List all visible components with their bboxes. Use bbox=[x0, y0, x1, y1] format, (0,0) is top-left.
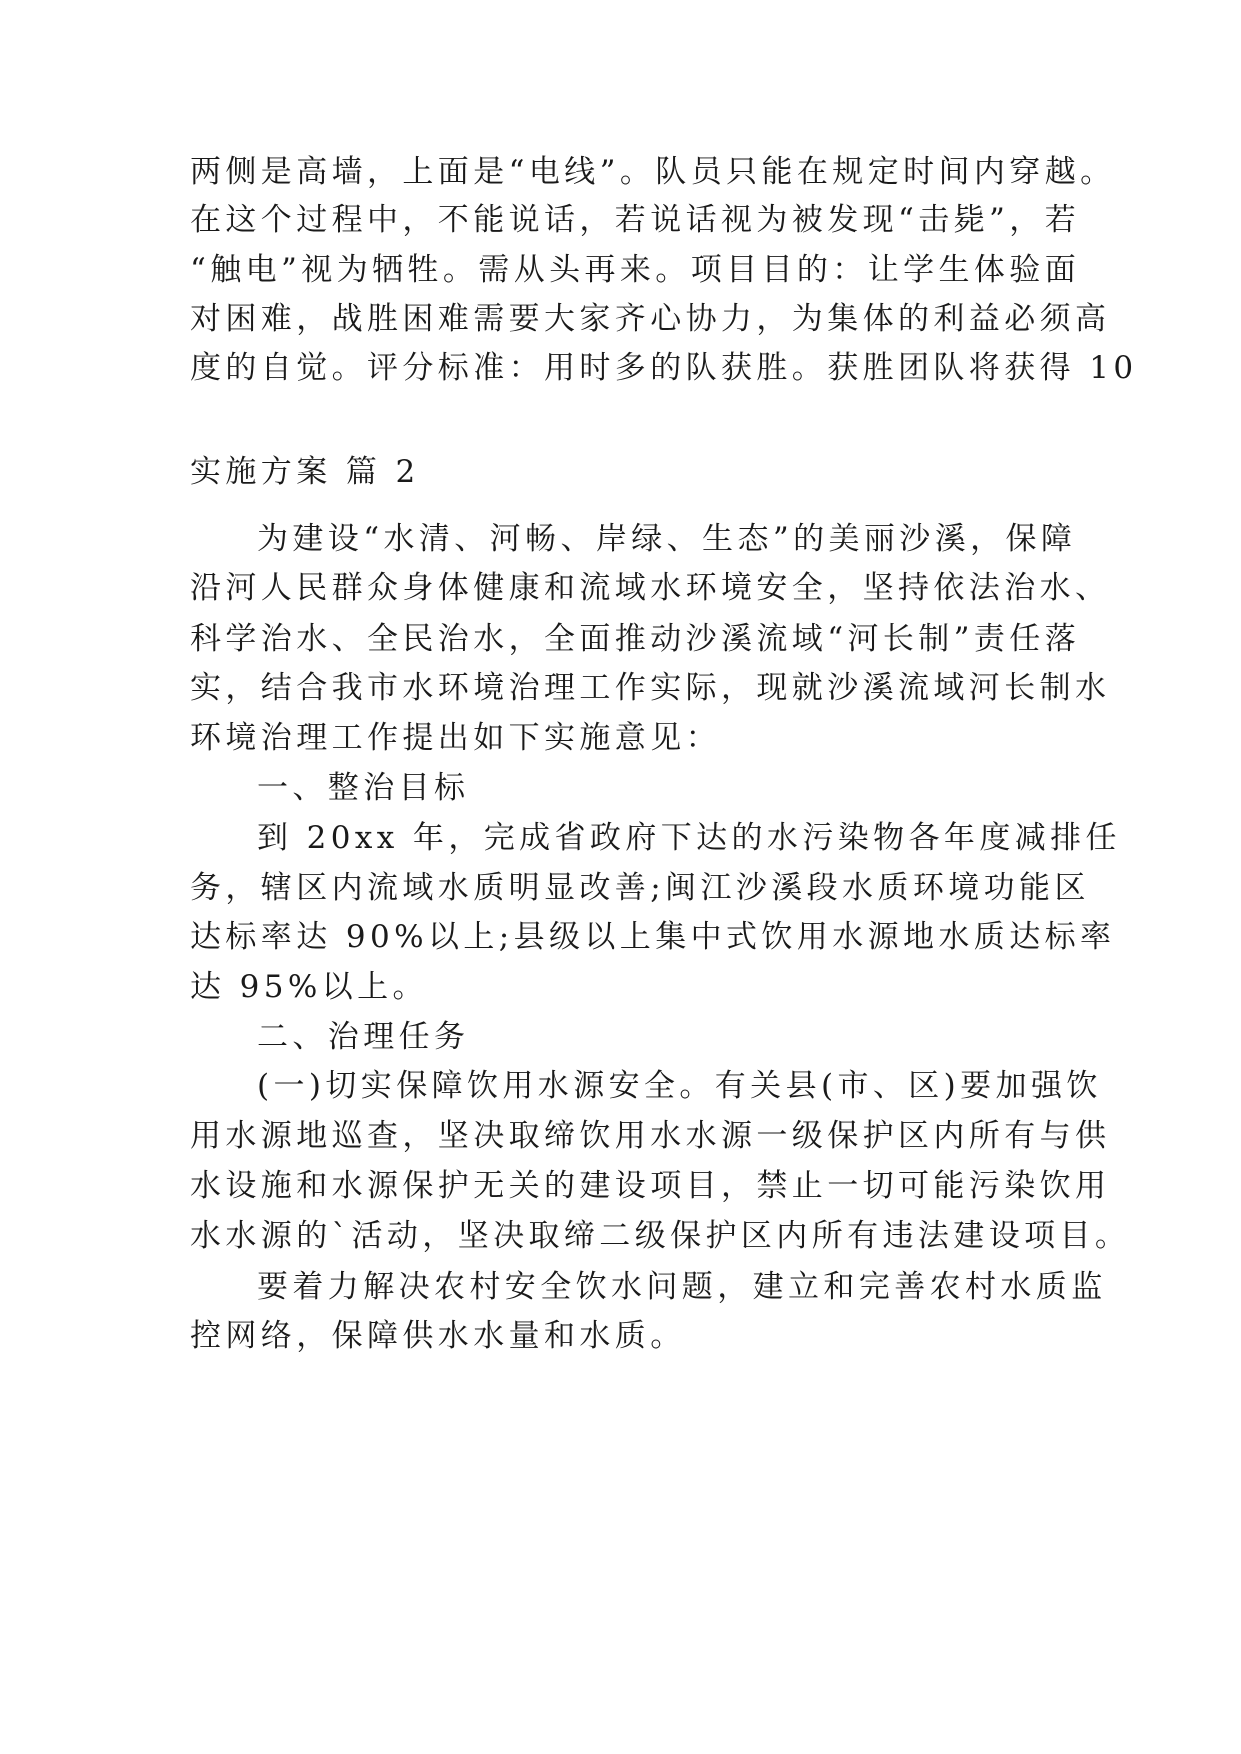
paragraph-line: 为建设“水清、河畅、岸绿、生态”的美丽沙溪，保障 bbox=[257, 521, 1077, 557]
paragraph-line: 达标率达 90%以上;县级以上集中式饮用水源地水质达标率 bbox=[190, 919, 1116, 955]
paragraph-line: 两侧是高墙，上面是“电线”。队员只能在规定时间内穿越。 bbox=[190, 154, 1116, 190]
paragraph-line: 实，结合我市水环境治理工作实际，现就沙溪流域河长制水 bbox=[190, 670, 1111, 706]
paragraph-line: 科学治水、全民治水，全面推动沙溪流域“河长制”责任落 bbox=[190, 621, 1081, 657]
paragraph-line: 用水源地巡查，坚决取缔饮用水水源一级保护区内所有与供 bbox=[190, 1118, 1111, 1154]
paragraph-line: 环境治理工作提出如下实施意见： bbox=[190, 720, 721, 756]
paragraph-line: 水设施和水源保护无关的建设项目，禁止一切可能污染饮用 bbox=[190, 1168, 1111, 1204]
section-title: 实施方案 篇 2 bbox=[190, 454, 420, 490]
paragraph-line: 对困难，战胜困难需要大家齐心协力，为集体的利益必须高 bbox=[190, 301, 1111, 337]
paragraph-line: 到 20xx 年，完成省政府下达的水污染物各年度减排任 bbox=[257, 820, 1121, 856]
paragraph-line: 控网络，保障供水水量和水质。 bbox=[190, 1318, 686, 1354]
paragraph-line: “触电”视为牺牲。需从头再来。项目目的：让学生体验面 bbox=[190, 252, 1081, 288]
paragraph-line: 度的自觉。评分标准：用时多的队获胜。获胜团队将获得 10 bbox=[190, 350, 1138, 386]
paragraph-line: 要着力解决农村安全饮水问题，建立和完善农村水质监 bbox=[257, 1269, 1107, 1305]
heading-goals: 一、整治目标 bbox=[257, 770, 470, 806]
paragraph-line: 达 95%以上。 bbox=[190, 969, 428, 1005]
paragraph-line: 沿河人民群众身体健康和流域水环境安全，坚持依法治水、 bbox=[190, 570, 1111, 606]
paragraph-line: 务，辖区内流域水质明显改善;闽江沙溪段水质环境功能区 bbox=[190, 870, 1090, 906]
paragraph-line: (一)切实保障饮用水源安全。有关县(市、区)要加强饮 bbox=[257, 1068, 1102, 1104]
paragraph-line: 水水源的`活动，坚决取缔二级保护区内所有违法建设项目。 bbox=[190, 1218, 1131, 1254]
heading-tasks: 二、治理任务 bbox=[257, 1019, 470, 1055]
paragraph-line: 在这个过程中，不能说话，若说话视为被发现“击毙”，若 bbox=[190, 202, 1081, 238]
